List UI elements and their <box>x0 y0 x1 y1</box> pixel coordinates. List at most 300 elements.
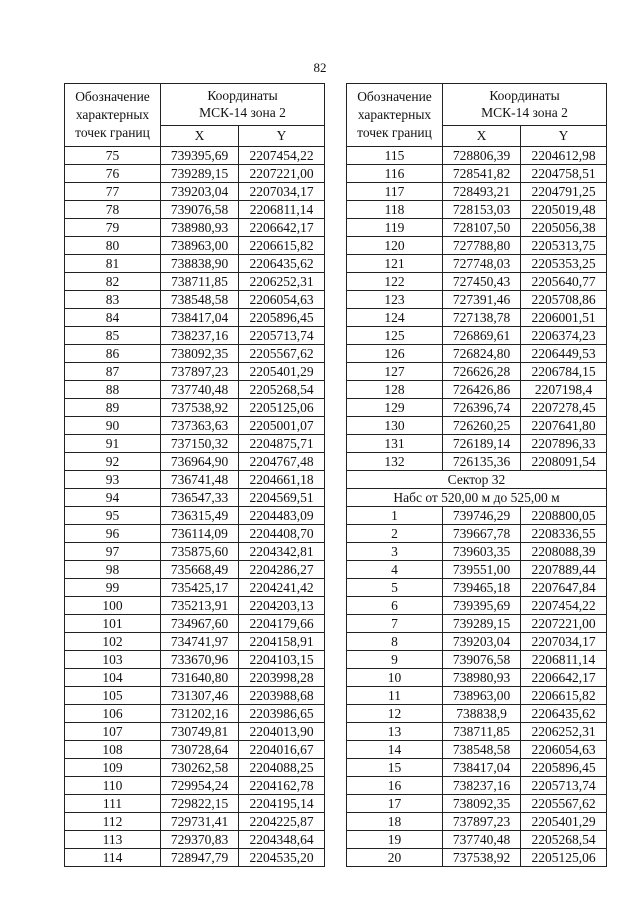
table-row <box>347 327 607 345</box>
x-coordinate-cell: 737363,63 <box>161 417 239 435</box>
y-coordinate-cell: 2204875,71 <box>239 435 325 453</box>
x-coordinate-cell: 739395,69 <box>161 147 239 165</box>
y-coordinate-cell: 2203986,65 <box>239 705 325 723</box>
point-number-cell: 2 <box>347 525 443 543</box>
y-coordinate-cell: 2207034,17 <box>521 633 607 651</box>
y-coordinate-cell: 2204158,91 <box>239 633 325 651</box>
table-row <box>65 813 325 831</box>
point-number-cell: 75 <box>65 147 161 165</box>
x-coordinate-cell: 739603,35 <box>443 543 521 561</box>
x-coordinate-cell: 728541,82 <box>443 165 521 183</box>
y-coordinate-cell: 2204483,09 <box>239 507 325 525</box>
x-header: X <box>161 125 239 146</box>
x-coordinate-cell: 739289,15 <box>161 165 239 183</box>
point-number-cell: 15 <box>347 759 443 777</box>
x-coordinate-cell: 735875,60 <box>161 543 239 561</box>
y-coordinate-cell: 2207454,22 <box>239 147 325 165</box>
x-coordinate-cell: 736547,33 <box>161 489 239 507</box>
x-coordinate-cell: 729731,41 <box>161 813 239 831</box>
x-coordinate-cell: 739203,04 <box>161 183 239 201</box>
table-row <box>347 741 607 759</box>
point-number-cell: 93 <box>65 471 161 489</box>
table-row <box>347 687 607 705</box>
x-coordinate-cell: 737538,92 <box>443 849 521 867</box>
table-row <box>347 759 607 777</box>
x-coordinate-cell: 738417,04 <box>443 759 521 777</box>
x-coordinate-cell: 731640,80 <box>161 669 239 687</box>
y-coordinate-cell: 2206615,82 <box>521 687 607 705</box>
x-coordinate-cell: 738963,00 <box>443 687 521 705</box>
point-number-cell: 112 <box>65 813 161 831</box>
point-number-cell: 12 <box>347 705 443 723</box>
x-coordinate-cell: 738980,93 <box>443 669 521 687</box>
y-coordinate-cell: 2208091,54 <box>521 453 607 471</box>
table-row <box>65 345 325 363</box>
point-number-cell: 98 <box>65 561 161 579</box>
y-coordinate-cell: 2204088,25 <box>239 759 325 777</box>
point-number-cell: 101 <box>65 615 161 633</box>
y-coordinate-cell: 2204569,51 <box>239 489 325 507</box>
coordinates-table-right <box>346 83 607 867</box>
table-row <box>65 561 325 579</box>
x-coordinate-cell: 728153,03 <box>443 201 521 219</box>
y-coordinate-cell: 2208336,55 <box>521 525 607 543</box>
y-coordinate-cell: 2206435,62 <box>239 255 325 273</box>
table-row <box>65 183 325 201</box>
table-row <box>347 795 607 813</box>
y-coordinate-cell: 2207454,22 <box>521 597 607 615</box>
y-coordinate-cell: 2205401,29 <box>521 813 607 831</box>
table-row <box>65 525 325 543</box>
y-coordinate-cell: 2206001,51 <box>521 309 607 327</box>
point-number-cell: 8 <box>347 633 443 651</box>
table-row <box>65 777 325 795</box>
table-row <box>65 615 325 633</box>
point-number-cell: 129 <box>347 399 443 417</box>
y-coordinate-cell: 2203998,28 <box>239 669 325 687</box>
y-coordinate-cell: 2205019,48 <box>521 201 607 219</box>
point-number-cell: 122 <box>347 273 443 291</box>
table-row <box>65 363 325 381</box>
point-number-cell: 110 <box>65 777 161 795</box>
point-number-cell: 96 <box>65 525 161 543</box>
point-number-cell: 123 <box>347 291 443 309</box>
y-coordinate-cell: 2205268,54 <box>521 831 607 849</box>
y-coordinate-cell: 2206252,31 <box>239 273 325 291</box>
point-number-cell: 11 <box>347 687 443 705</box>
point-number-cell: 118 <box>347 201 443 219</box>
point-number-cell: 6 <box>347 597 443 615</box>
y-coordinate-cell: 2204162,78 <box>239 777 325 795</box>
x-coordinate-cell: 739746,29 <box>443 507 521 525</box>
y-coordinate-cell: 2204408,70 <box>239 525 325 543</box>
y-header: Y <box>521 125 607 146</box>
x-coordinate-cell: 738548,58 <box>443 741 521 759</box>
x-coordinate-cell: 738092,35 <box>443 795 521 813</box>
x-coordinate-cell: 738963,00 <box>161 237 239 255</box>
x-coordinate-cell: 728806,39 <box>443 147 521 165</box>
x-coordinate-cell: 730749,81 <box>161 723 239 741</box>
table-row <box>65 165 325 183</box>
x-coordinate-cell: 736114,09 <box>161 525 239 543</box>
point-number-cell: 116 <box>347 165 443 183</box>
point-number-cell: 86 <box>65 345 161 363</box>
point-number-cell: 114 <box>65 849 161 867</box>
point-number-cell: 14 <box>347 741 443 759</box>
table-row <box>347 417 607 435</box>
point-number-cell: 102 <box>65 633 161 651</box>
table-row <box>347 255 607 273</box>
point-number-cell: 97 <box>65 543 161 561</box>
sector-title: Сектор 32 <box>347 471 607 489</box>
table-row <box>65 741 325 759</box>
x-coordinate-cell: 733670,96 <box>161 651 239 669</box>
table-row <box>65 795 325 813</box>
table-row <box>65 849 325 867</box>
point-number-cell: 117 <box>347 183 443 201</box>
y-coordinate-cell: 2207278,45 <box>521 399 607 417</box>
table-row <box>347 525 607 543</box>
point-number-cell: 16 <box>347 777 443 795</box>
y-coordinate-cell: 2206642,17 <box>239 219 325 237</box>
point-number-cell: 13 <box>347 723 443 741</box>
x-coordinate-cell: 735213,91 <box>161 597 239 615</box>
y-coordinate-cell: 2204286,27 <box>239 561 325 579</box>
y-coordinate-cell: 2206811,14 <box>239 201 325 219</box>
table-row <box>65 597 325 615</box>
x-coordinate-cell: 729370,83 <box>161 831 239 849</box>
table-row <box>65 219 325 237</box>
x-coordinate-cell: 739551,00 <box>443 561 521 579</box>
table-row <box>347 723 607 741</box>
y-coordinate-cell: 2206435,62 <box>521 705 607 723</box>
table-row <box>347 813 607 831</box>
x-coordinate-cell: 739395,69 <box>443 597 521 615</box>
y-coordinate-cell: 2204612,98 <box>521 147 607 165</box>
table-row <box>347 615 607 633</box>
table-row <box>65 687 325 705</box>
x-coordinate-cell: 737740,48 <box>161 381 239 399</box>
point-number-cell: 84 <box>65 309 161 327</box>
designation-header: Обозначение характерных точек границ <box>65 84 161 147</box>
y-coordinate-cell: 2204195,14 <box>239 795 325 813</box>
page-number: 82 <box>313 60 327 75</box>
point-number-cell: 19 <box>347 831 443 849</box>
table-row <box>347 543 607 561</box>
point-number-cell: 80 <box>65 237 161 255</box>
table-row <box>347 651 607 669</box>
point-number-cell: 108 <box>65 741 161 759</box>
table-row <box>347 561 607 579</box>
y-coordinate-cell: 2206642,17 <box>521 669 607 687</box>
table-row <box>65 201 325 219</box>
x-coordinate-cell: 726135,36 <box>443 453 521 471</box>
x-coordinate-cell: 738548,58 <box>161 291 239 309</box>
table-row <box>65 381 325 399</box>
y-coordinate-cell: 2205567,62 <box>239 345 325 363</box>
x-coordinate-cell: 731202,16 <box>161 705 239 723</box>
table-row <box>65 723 325 741</box>
table-row <box>65 705 325 723</box>
table-row <box>347 453 607 471</box>
table-row <box>65 831 325 849</box>
y-coordinate-cell: 2205708,86 <box>521 291 607 309</box>
table-row <box>65 651 325 669</box>
x-coordinate-cell: 737538,92 <box>161 399 239 417</box>
table-row <box>347 345 607 363</box>
x-coordinate-cell: 736964,90 <box>161 453 239 471</box>
y-coordinate-cell: 2206784,15 <box>521 363 607 381</box>
y-coordinate-cell: 2207647,84 <box>521 579 607 597</box>
x-coordinate-cell: 738417,04 <box>161 309 239 327</box>
point-number-cell: 20 <box>347 849 443 867</box>
point-number-cell: 120 <box>347 237 443 255</box>
table-row <box>65 633 325 651</box>
table-row <box>347 147 607 165</box>
x-coordinate-cell: 739203,04 <box>443 633 521 651</box>
table-row <box>65 255 325 273</box>
table-row <box>65 453 325 471</box>
point-number-cell: 128 <box>347 381 443 399</box>
y-coordinate-cell: 2204791,25 <box>521 183 607 201</box>
y-coordinate-cell: 2206449,53 <box>521 345 607 363</box>
point-number-cell: 115 <box>347 147 443 165</box>
x-coordinate-cell: 730728,64 <box>161 741 239 759</box>
x-coordinate-cell: 739076,58 <box>443 651 521 669</box>
point-number-cell: 89 <box>65 399 161 417</box>
x-coordinate-cell: 737740,48 <box>443 831 521 849</box>
point-number-cell: 94 <box>65 489 161 507</box>
y-coordinate-cell: 2205313,75 <box>521 237 607 255</box>
table-row <box>65 543 325 561</box>
y-coordinate-cell: 2204103,15 <box>239 651 325 669</box>
table-row <box>347 579 607 597</box>
table-row <box>65 489 325 507</box>
y-coordinate-cell: 2206054,63 <box>521 741 607 759</box>
point-number-cell: 95 <box>65 507 161 525</box>
table-row <box>65 399 325 417</box>
table-row <box>65 471 325 489</box>
table-row <box>347 831 607 849</box>
x-coordinate-cell: 728947,79 <box>161 849 239 867</box>
point-number-cell: 85 <box>65 327 161 345</box>
point-number-cell: 121 <box>347 255 443 273</box>
x-coordinate-cell: 738237,16 <box>161 327 239 345</box>
table-row <box>347 165 607 183</box>
point-number-cell: 18 <box>347 813 443 831</box>
table-row <box>347 363 607 381</box>
table-row <box>347 381 607 399</box>
point-number-cell: 100 <box>65 597 161 615</box>
coordinates-table-left <box>64 83 325 867</box>
x-coordinate-cell: 735668,49 <box>161 561 239 579</box>
y-coordinate-cell: 2206252,31 <box>521 723 607 741</box>
y-coordinate-cell: 2205567,62 <box>521 795 607 813</box>
point-number-cell: 109 <box>65 759 161 777</box>
x-coordinate-cell: 739667,78 <box>443 525 521 543</box>
y-coordinate-cell: 2205401,29 <box>239 363 325 381</box>
y-coordinate-cell: 2204758,51 <box>521 165 607 183</box>
x-coordinate-cell: 735425,17 <box>161 579 239 597</box>
y-header: Y <box>239 125 325 146</box>
point-number-cell: 126 <box>347 345 443 363</box>
x-coordinate-cell: 726260,25 <box>443 417 521 435</box>
x-coordinate-cell: 729954,24 <box>161 777 239 795</box>
x-coordinate-cell: 729822,15 <box>161 795 239 813</box>
y-coordinate-cell: 2204013,90 <box>239 723 325 741</box>
table-row <box>65 291 325 309</box>
point-number-cell: 113 <box>65 831 161 849</box>
point-number-cell: 77 <box>65 183 161 201</box>
table-row <box>65 327 325 345</box>
designation-header: Обозначение характерных точек границ <box>347 84 443 147</box>
point-number-cell: 130 <box>347 417 443 435</box>
x-header: X <box>443 125 521 146</box>
table-row <box>65 669 325 687</box>
point-number-cell: 82 <box>65 273 161 291</box>
x-coordinate-cell: 737150,32 <box>161 435 239 453</box>
x-coordinate-cell: 738838,9 <box>443 705 521 723</box>
point-number-cell: 88 <box>65 381 161 399</box>
table-row <box>65 759 325 777</box>
point-number-cell: 124 <box>347 309 443 327</box>
y-coordinate-cell: 2206374,23 <box>521 327 607 345</box>
point-number-cell: 17 <box>347 795 443 813</box>
y-coordinate-cell: 2208088,39 <box>521 543 607 561</box>
table-row <box>347 669 607 687</box>
table-row <box>347 291 607 309</box>
table-row <box>65 237 325 255</box>
y-coordinate-cell: 2204241,42 <box>239 579 325 597</box>
table-row <box>347 237 607 255</box>
point-number-cell: 4 <box>347 561 443 579</box>
y-coordinate-cell: 2207198,4 <box>521 381 607 399</box>
point-number-cell: 106 <box>65 705 161 723</box>
y-coordinate-cell: 2205353,25 <box>521 255 607 273</box>
point-number-cell: 111 <box>65 795 161 813</box>
table-row <box>347 183 607 201</box>
x-coordinate-cell: 726426,86 <box>443 381 521 399</box>
point-number-cell: 76 <box>65 165 161 183</box>
y-coordinate-cell: 2203988,68 <box>239 687 325 705</box>
y-coordinate-cell: 2206811,14 <box>521 651 607 669</box>
table-row <box>347 201 607 219</box>
x-coordinate-cell: 739465,18 <box>443 579 521 597</box>
x-coordinate-cell: 734741,97 <box>161 633 239 651</box>
point-number-cell: 3 <box>347 543 443 561</box>
y-coordinate-cell: 2204348,64 <box>239 831 325 849</box>
y-coordinate-cell: 2206054,63 <box>239 291 325 309</box>
y-coordinate-cell: 2206615,82 <box>239 237 325 255</box>
x-coordinate-cell: 738092,35 <box>161 345 239 363</box>
y-coordinate-cell: 2205713,74 <box>239 327 325 345</box>
point-number-cell: 105 <box>65 687 161 705</box>
y-coordinate-cell: 2205125,06 <box>239 399 325 417</box>
x-coordinate-cell: 727450,43 <box>443 273 521 291</box>
coordinates-header: Координаты МСК-14 зона 2 <box>443 84 607 126</box>
y-coordinate-cell: 2205056,38 <box>521 219 607 237</box>
x-coordinate-cell: 726824,80 <box>443 345 521 363</box>
y-coordinate-cell: 2207221,00 <box>521 615 607 633</box>
x-coordinate-cell: 737897,23 <box>443 813 521 831</box>
point-number-cell: 103 <box>65 651 161 669</box>
x-coordinate-cell: 727788,80 <box>443 237 521 255</box>
table-row <box>347 849 607 867</box>
y-coordinate-cell: 2204016,67 <box>239 741 325 759</box>
x-coordinate-cell: 726189,14 <box>443 435 521 453</box>
table-row <box>65 147 325 165</box>
table-row <box>65 309 325 327</box>
point-number-cell: 5 <box>347 579 443 597</box>
point-number-cell: 9 <box>347 651 443 669</box>
x-coordinate-cell: 739076,58 <box>161 201 239 219</box>
table-row <box>347 705 607 723</box>
y-coordinate-cell: 2205896,45 <box>239 309 325 327</box>
point-number-cell: 10 <box>347 669 443 687</box>
y-coordinate-cell: 2207889,44 <box>521 561 607 579</box>
x-coordinate-cell: 736741,48 <box>161 471 239 489</box>
y-coordinate-cell: 2205896,45 <box>521 759 607 777</box>
y-coordinate-cell: 2205001,07 <box>239 417 325 435</box>
x-coordinate-cell: 738980,93 <box>161 219 239 237</box>
table-row <box>65 435 325 453</box>
point-number-cell: 131 <box>347 435 443 453</box>
x-coordinate-cell: 726869,61 <box>443 327 521 345</box>
y-coordinate-cell: 2207641,80 <box>521 417 607 435</box>
table-row <box>65 417 325 435</box>
y-coordinate-cell: 2204661,18 <box>239 471 325 489</box>
y-coordinate-cell: 2204179,66 <box>239 615 325 633</box>
table-row <box>347 777 607 795</box>
coordinates-header: Координаты МСК-14 зона 2 <box>161 84 325 126</box>
x-coordinate-cell: 734967,60 <box>161 615 239 633</box>
table-row <box>347 399 607 417</box>
table-row <box>347 597 607 615</box>
table-row <box>65 579 325 597</box>
point-number-cell: 119 <box>347 219 443 237</box>
y-coordinate-cell: 2207034,17 <box>239 183 325 201</box>
x-coordinate-cell: 736315,49 <box>161 507 239 525</box>
table-row <box>347 309 607 327</box>
table-row <box>347 507 607 525</box>
x-coordinate-cell: 738237,16 <box>443 777 521 795</box>
y-coordinate-cell: 2204767,48 <box>239 453 325 471</box>
x-coordinate-cell: 737897,23 <box>161 363 239 381</box>
point-number-cell: 83 <box>65 291 161 309</box>
point-number-cell: 92 <box>65 453 161 471</box>
table-row <box>347 435 607 453</box>
point-number-cell: 78 <box>65 201 161 219</box>
x-coordinate-cell: 730262,58 <box>161 759 239 777</box>
x-coordinate-cell: 726396,74 <box>443 399 521 417</box>
y-coordinate-cell: 2204535,20 <box>239 849 325 867</box>
x-coordinate-cell: 728493,21 <box>443 183 521 201</box>
y-coordinate-cell: 2205125,06 <box>521 849 607 867</box>
y-coordinate-cell: 2204225,87 <box>239 813 325 831</box>
point-number-cell: 79 <box>65 219 161 237</box>
x-coordinate-cell: 726626,28 <box>443 363 521 381</box>
y-coordinate-cell: 2205713,74 <box>521 777 607 795</box>
x-coordinate-cell: 727391,46 <box>443 291 521 309</box>
x-coordinate-cell: 727138,78 <box>443 309 521 327</box>
x-coordinate-cell: 731307,46 <box>161 687 239 705</box>
y-coordinate-cell: 2208800,05 <box>521 507 607 525</box>
y-coordinate-cell: 2207221,00 <box>239 165 325 183</box>
point-number-cell: 81 <box>65 255 161 273</box>
point-number-cell: 99 <box>65 579 161 597</box>
table-row <box>347 219 607 237</box>
x-coordinate-cell: 738711,85 <box>161 273 239 291</box>
